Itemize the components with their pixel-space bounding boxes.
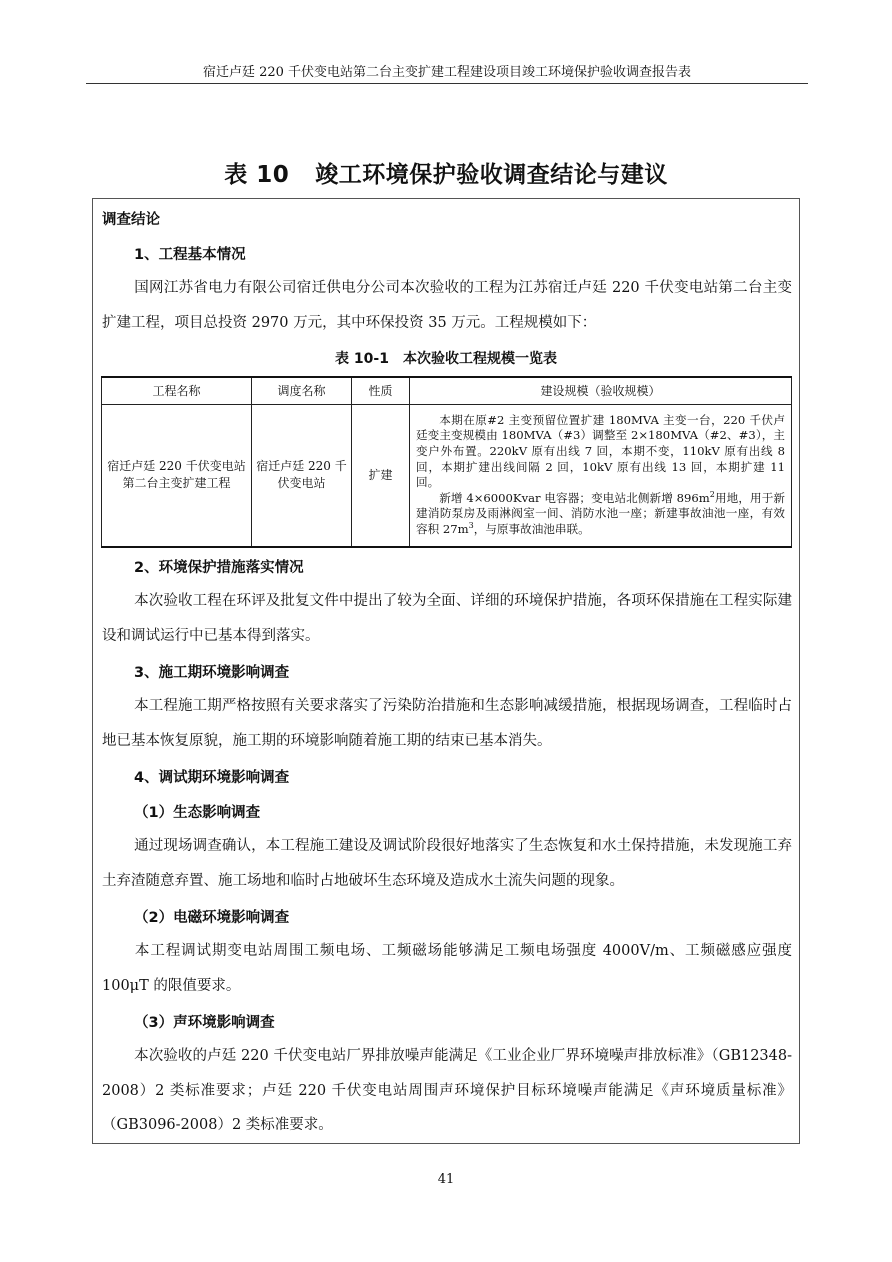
paragraph-acoustic-text: 本次验收的卢廷 220 千伏变电站厂界排放噪声能满足《工业企业厂界环境噪声排放标准》（GB12348-2008）2 类标准要求；卢廷 220 千伏变电站周围声环境保护目标环境噪声能满足《声环境质量标准》（GB3096-2008）2 类标准要求。 [102, 1048, 792, 1133]
cell-dispatch-name: 宿迁卢廷 220 千伏变电站 [252, 405, 352, 547]
col-scope: 建设规模（验收规模） [410, 377, 792, 405]
title-number: 表 10 [224, 162, 290, 188]
paragraph-basic-info-text: 国网江苏省电力有限公司宿迁供电分公司本次验收的工程为江苏宿迁卢廷 220 千伏变电站第二台主变扩建工程，项目总投资 2970 万元，其中环保投资 35 万元。工程规模如下： [102, 280, 792, 331]
paragraph-construction-text: 本工程施工期严格按照有关要求落实了污染防治措施和生态影响减缓措施，根据现场调查，工程临时占地已基本恢复原貌，施工期的环境影响随着施工期的结束已基本消失。 [102, 698, 792, 749]
paragraph-measures [102, 584, 792, 653]
paragraph-acoustic [102, 1039, 792, 1143]
heading-ecology: （1）生态影响调查 [134, 805, 261, 821]
heading-trial-operation: 4、调试期环境影响调查 [134, 770, 290, 786]
heading-construction: 3、施工期环境影响调查 [134, 665, 290, 681]
heading-electromagnetic: （2）电磁环境影响调查 [134, 910, 290, 926]
heading-basic-info: 1、工程基本情况 [134, 247, 246, 263]
scope-paragraph-1: 本期在原#2 主变预留位置扩建 180MVA 主变一台，220 千伏卢廷变主变规模由 180MVA（#3）调整至 2×180MVA（#2、#3），主变户外布置。220kV 原有出线 7 回，本期不变，110kV 原有出线 8 回，本期扩建出线间隔 2 回，10kV 原有出线 13 回，本期扩建 11 回。 [416, 412, 785, 490]
cell-project-name: 宿迁卢廷 220 千伏变电站第二台主变扩建工程 [102, 405, 252, 547]
scope-sup-1: 2 [709, 489, 715, 499]
paragraph-electromagnetic-text: 本工程调试期变电站周围工频电场、工频磁场能够满足工频电场强度 4000V/m、工频磁感应强度 100μT 的限值要求。 [102, 943, 792, 994]
page-header: 宿迁卢廷 220 千伏变电站第二台主变扩建工程建设项目竣工环境保护验收调查报告表 [86, 64, 808, 84]
paragraph-basic-info [102, 271, 792, 340]
page-title [0, 156, 892, 189]
page-number: 41 [437, 1172, 455, 1187]
col-project-name: 工程名称 [102, 377, 252, 405]
section-label: 调查结论 [102, 212, 160, 228]
paragraph-construction [102, 689, 792, 758]
paragraph-electromagnetic [102, 934, 792, 1003]
table-header-row [102, 377, 792, 405]
project-scale-table [101, 376, 792, 548]
table-row [102, 405, 792, 547]
heading-measures: 2、环境保护措施落实情况 [134, 560, 304, 576]
heading-acoustic: （3）声环境影响调查 [134, 1015, 275, 1031]
scope-text-b: 用地，用于新建消防泵房及雨淋阀室一间、消防水池一座；新建事故油池一座，有效容积 27m [416, 490, 785, 537]
cell-scope [410, 405, 792, 547]
table-caption: 表 10-1 本次验收工程规模一览表 [335, 351, 557, 367]
cell-nature: 扩建 [352, 405, 410, 547]
scope-sup-2: 3 [468, 521, 474, 531]
col-nature: 性质 [352, 377, 410, 405]
scope-paragraph-2 [416, 491, 785, 538]
scope-text-c: ，与原事故油池串联。 [473, 522, 590, 537]
title-text: 竣工环境保护验收调查结论与建议 [315, 162, 668, 188]
paragraph-measures-text: 本次验收工程在环评及批复文件中提出了较为全面、详细的环境保护措施，各项环保措施在工程实际建设和调试运行中已基本得到落实。 [102, 593, 792, 644]
paragraph-ecology [102, 829, 792, 898]
paragraph-ecology-text: 通过现场调查确认，本工程施工建设及调试阶段很好地落实了生态恢复和水土保持措施，未发现施工弃土弃渣随意弃置、施工场地和临时占地破坏生态环境及造成水土流失问题的现象。 [102, 838, 792, 889]
col-dispatch-name: 调度名称 [252, 377, 352, 405]
scope-text-a: 新增 4×6000Kvar 电容器；变电站北侧新增 896m [439, 490, 710, 505]
